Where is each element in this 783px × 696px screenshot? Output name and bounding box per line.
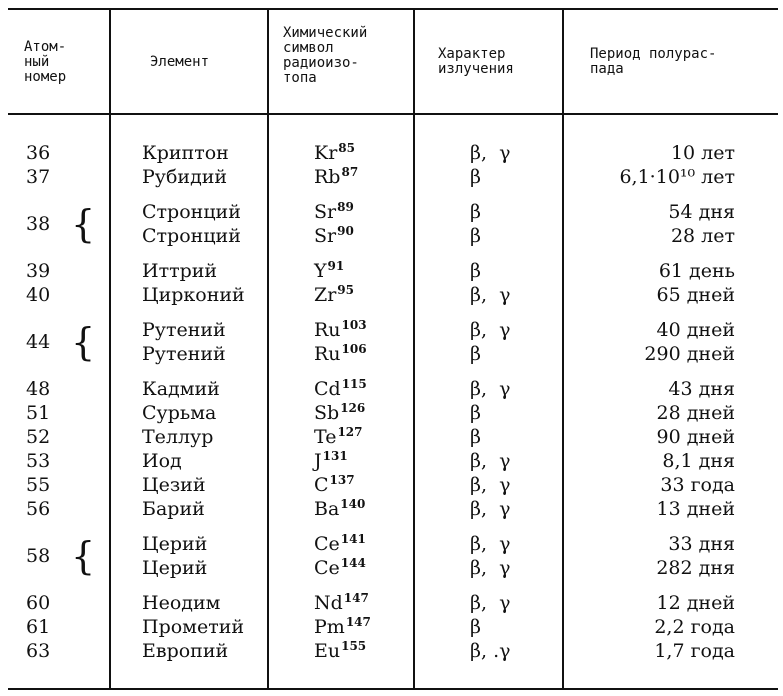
group-brace-icon: { [71, 320, 96, 364]
half-life: 290 дней [644, 343, 735, 365]
isotope-symbol [314, 318, 367, 344]
radiation-type: β [470, 225, 481, 247]
atomic-number: 39 [26, 260, 51, 282]
radiation-type: β, γ [470, 498, 511, 520]
half-life: 43 дня [668, 378, 735, 400]
radiation-type: β, γ [470, 450, 511, 472]
isotope-symbol [314, 556, 366, 582]
header-atomic-number: Атом- ный номер [24, 39, 67, 85]
half-life: 12 дней [656, 592, 735, 614]
isotope-symbol [314, 342, 367, 368]
element-name: Церий [142, 533, 208, 555]
isotope-symbol [314, 377, 367, 403]
symbol-letters: Nd [314, 592, 343, 614]
column-divider-1 [109, 10, 111, 688]
element-name: Европий [142, 640, 229, 662]
symbol-letters: Te [314, 426, 337, 448]
radiation-type: β, γ [470, 142, 511, 164]
bottom-rule [8, 688, 778, 690]
atomic-number: 60 [26, 592, 51, 614]
mass-number: 85 [338, 141, 355, 155]
header-symbol: Химический символ радиоизо- топа [283, 25, 368, 86]
atomic-number: 37 [26, 166, 51, 188]
symbol-letters: Ce [314, 533, 340, 555]
atomic-number: 61 [26, 616, 51, 638]
radiation-type: β, γ [470, 378, 511, 400]
radiation-type: β [470, 402, 481, 424]
atomic-number: 58 [26, 545, 51, 567]
element-name: Церий [142, 557, 208, 579]
symbol-letters: Zr [314, 284, 337, 306]
column-divider-4 [562, 10, 564, 688]
element-name: Теллур [142, 426, 214, 448]
element-name: Иттрий [142, 260, 218, 282]
atomic-number: 40 [26, 284, 51, 306]
atomic-number: 55 [26, 474, 51, 496]
element-name: Рутений [142, 343, 226, 365]
element-name: Неодим [142, 592, 221, 614]
mass-number: 115 [341, 377, 367, 391]
symbol-letters: Sb [314, 402, 340, 424]
half-life: 28 дней [656, 402, 735, 424]
mass-number: 144 [340, 556, 366, 570]
radiation-type: β, .γ [470, 640, 511, 662]
atomic-number: 52 [26, 426, 51, 448]
radiation-type: β, γ [470, 474, 511, 496]
mass-number: 147 [343, 591, 369, 605]
half-life: 13 дней [656, 498, 735, 520]
element-name: Стронций [142, 225, 241, 247]
isotope-symbol [314, 449, 348, 475]
radiation-type: β, γ [470, 319, 511, 341]
header-half-life: Период полурас- пада [590, 46, 717, 77]
mass-number: 87 [341, 165, 359, 179]
column-divider-3 [413, 10, 415, 688]
element-name: Кадмий [142, 378, 220, 400]
group-brace-icon: { [71, 534, 96, 578]
radiation-type: β, γ [470, 533, 511, 555]
symbol-letters: C [314, 474, 329, 496]
atomic-number: 56 [26, 498, 51, 520]
radiation-type: β [470, 260, 481, 282]
element-name: Иод [142, 450, 182, 472]
radiation-type: β [470, 616, 481, 638]
radiation-type: β, γ [470, 284, 511, 306]
radiation-type: β [470, 343, 481, 365]
symbol-letters: Ru [314, 343, 341, 365]
header-rule [8, 113, 778, 115]
mass-number: 140 [340, 497, 366, 511]
isotope-symbol [314, 425, 363, 451]
element-name: Барий [142, 498, 205, 520]
element-name: Прометий [142, 616, 245, 638]
mass-number: 141 [340, 532, 366, 546]
header-radiation: Характер излучения [438, 46, 514, 77]
half-life: 28 лет [670, 225, 735, 247]
half-life: 33 дня [668, 533, 735, 555]
symbol-letters: Ba [314, 498, 340, 520]
symbol-letters: Y [314, 260, 327, 282]
radiation-type: β, γ [470, 592, 511, 614]
isotope-symbol [314, 532, 366, 558]
symbol-letters: Ce [314, 557, 340, 579]
symbol-letters: Sr [314, 225, 337, 247]
element-name: Криптон [142, 142, 229, 164]
isotope-symbol [314, 259, 344, 285]
half-life: 33 года [660, 474, 735, 496]
isotope-symbol [314, 473, 355, 499]
element-name: Цирконий [142, 284, 245, 306]
atomic-number: 53 [26, 450, 51, 472]
mass-number: 95 [337, 283, 354, 297]
symbol-letters: J [314, 450, 322, 472]
isotope-symbol [314, 401, 365, 427]
column-divider-2 [267, 10, 269, 688]
mass-number: 127 [337, 425, 363, 439]
symbol-letters: Cd [314, 378, 341, 400]
isotope-symbol [314, 141, 355, 167]
radiation-type: β, γ [470, 557, 511, 579]
atomic-number: 38 [26, 213, 51, 235]
element-name: Рутений [142, 319, 226, 341]
isotope-symbol [314, 224, 354, 250]
half-life: 65 дней [656, 284, 735, 306]
radiation-type: β [470, 426, 481, 448]
mass-number: 126 [340, 401, 366, 415]
symbol-letters: Rb [314, 166, 341, 188]
isotope-symbol [314, 591, 369, 617]
element-name: Сурьма [142, 402, 217, 424]
header-element: Элемент [150, 54, 210, 70]
radiation-type: β [470, 166, 481, 188]
mass-number: 137 [329, 473, 355, 487]
radiation-type: β [470, 201, 481, 223]
half-life: 8,1 дня [662, 450, 735, 472]
isotope-symbol [314, 497, 365, 523]
mass-number: 131 [322, 449, 348, 463]
mass-number: 91 [327, 259, 345, 273]
half-life: 1,7 года [654, 640, 735, 662]
half-life: 282 дня [656, 557, 735, 579]
mass-number: 155 [341, 639, 367, 653]
symbol-letters: Ru [314, 319, 341, 341]
group-brace-icon: { [71, 202, 96, 246]
isotope-symbol [314, 165, 358, 191]
atomic-number: 36 [26, 142, 51, 164]
atomic-number: 44 [26, 331, 51, 353]
symbol-letters: Sr [314, 201, 337, 223]
symbol-letters: Pm [314, 616, 345, 638]
mass-number: 103 [341, 318, 367, 332]
element-name: Цезий [142, 474, 206, 496]
isotope-symbol [314, 200, 354, 226]
symbol-letters: Kr [314, 142, 338, 164]
isotope-symbol [314, 283, 354, 309]
mass-number: 90 [337, 224, 354, 238]
mass-number: 147 [345, 615, 371, 629]
atomic-number: 51 [26, 402, 51, 424]
isotope-symbol [314, 615, 371, 641]
top-rule [8, 8, 778, 10]
half-life: 10 лет [670, 142, 735, 164]
half-life: 90 дней [656, 426, 735, 448]
atomic-number: 48 [26, 378, 51, 400]
isotope-symbol [314, 639, 366, 665]
half-life: 54 дня [668, 201, 735, 223]
mass-number: 106 [341, 342, 367, 356]
mass-number: 89 [337, 200, 354, 214]
atomic-number: 63 [26, 640, 51, 662]
element-name: Рубидий [142, 166, 228, 188]
half-life: 40 дней [656, 319, 735, 341]
symbol-letters: Eu [314, 640, 341, 662]
half-life: 2,2 года [654, 616, 735, 638]
element-name: Стронций [142, 201, 241, 223]
half-life: 6,1·10¹⁰ лет [619, 166, 735, 188]
half-life: 61 день [658, 260, 735, 282]
